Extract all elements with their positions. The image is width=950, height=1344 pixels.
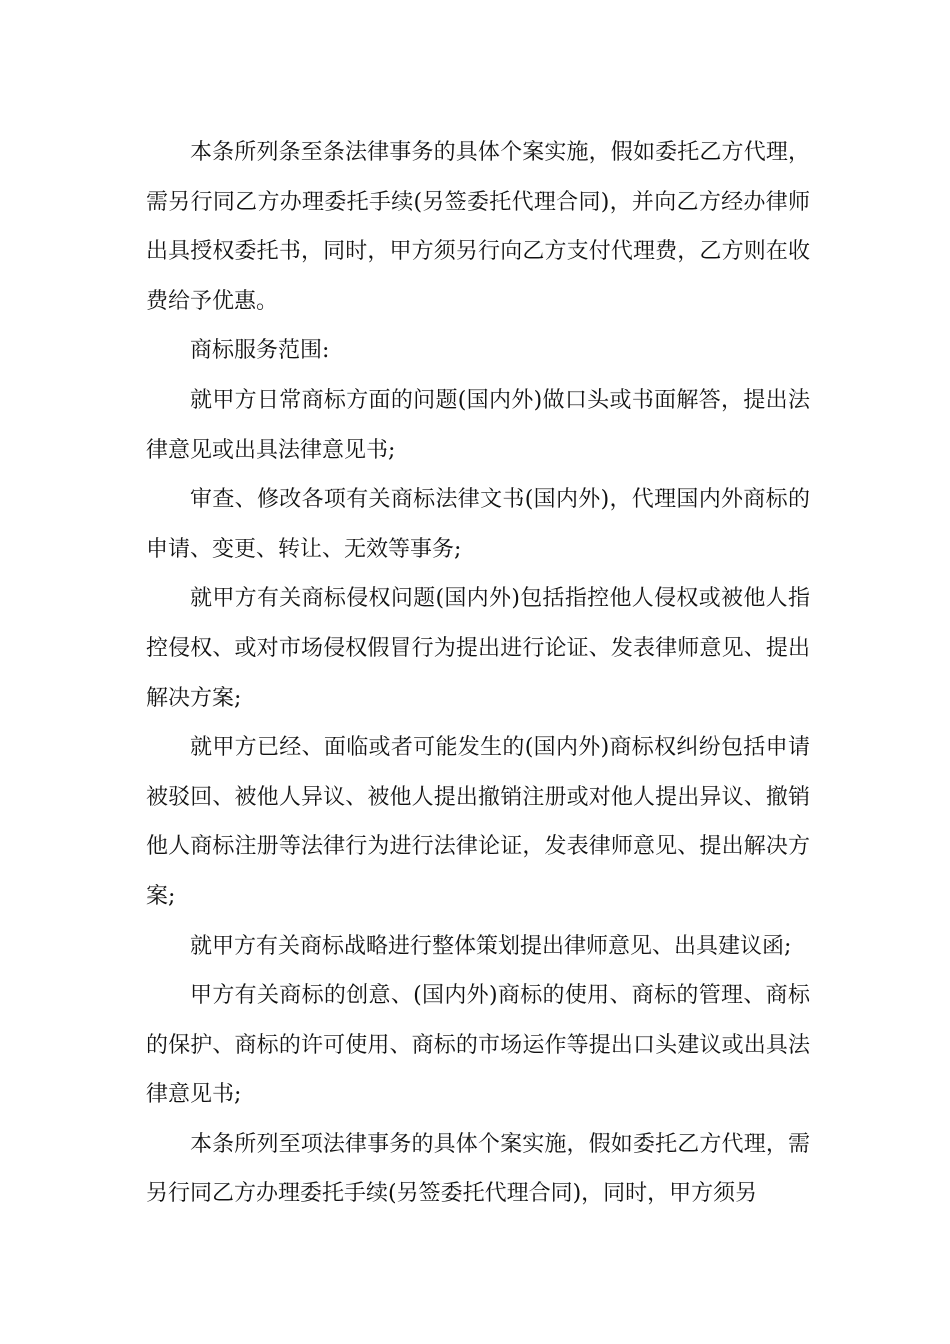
paragraph-infringement: 就甲方有关商标侵权问题(国内外)包括指控他人侵权或被他人指控侵权、或对市场侵权假冒行为提出进行论证、发表律师意见、提出解决方案;	[146, 586, 810, 711]
paragraph-document-review: 审查、修改各项有关商标法律文书(国内外)，代理国内外商标的申请、变更、转让、无效等事务;	[146, 487, 810, 562]
paragraph-fee-note: 本条所列条至条法律事务的具体个案实施，假如委托乙方代理，需另行同乙方办理委托手续(另签委托代理合同)，并向乙方经办律师出具授权委托书，同时，甲方须另行向乙方支付代理费，乙方则在收费给予优惠。	[146, 140, 810, 314]
paragraph-case-implementation: 本条所列至项法律事务的具体个案实施，假如委托乙方代理，需另行同乙方办理委托手续(另签委托代理合同)，同时，甲方须另	[146, 1131, 810, 1207]
paragraph-disputes: 就甲方已经、面临或者可能发生的(国内外)商标权纠纷包括申请被驳回、被他人异议、被他人提出撤销注册或对他人提出异议、撤销他人商标注册等法律行为进行法律论证，发表律师意见、提出解决方案;	[146, 735, 810, 909]
paragraph-trademark-scope-heading: 商标服务范围:	[190, 338, 330, 364]
paragraph-trademark-management: 甲方有关商标的创意、(国内外)商标的使用、商标的管理、商标的保护、商标的许可使用、商标的市场运作等提出口头建议或出具法律意见书;	[146, 983, 810, 1108]
document-body	[146, 128, 810, 1219]
paragraph-strategy: 就甲方有关商标战略进行整体策划提出律师意见、出具建议函;	[190, 933, 792, 959]
paragraph-daily-consultation: 就甲方日常商标方面的问题(国内外)做口头或书面解答，提出法律意见或出具法律意见书;	[146, 387, 810, 463]
